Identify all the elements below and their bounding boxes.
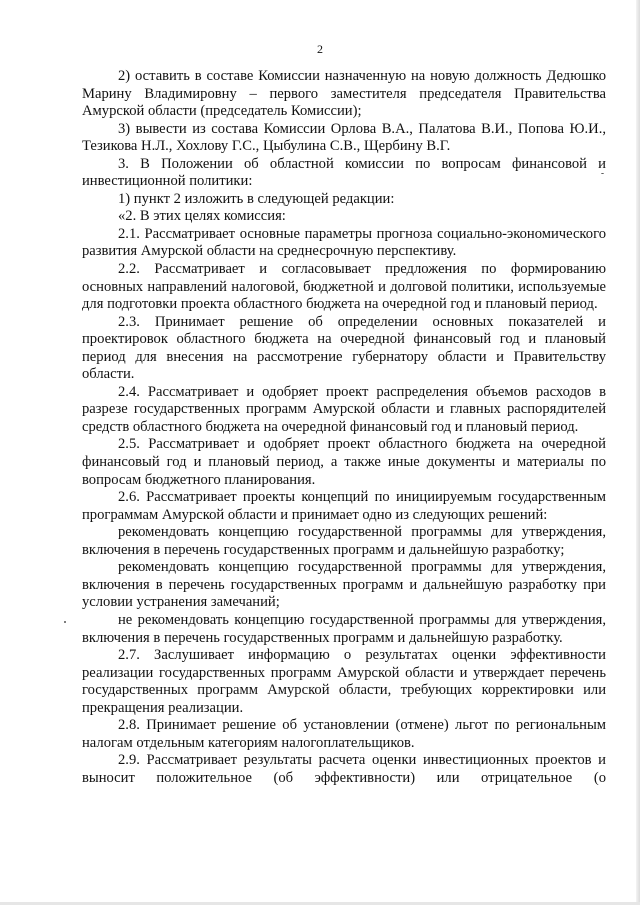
paragraph: 2.4. Рассматривает и одобряет проект распределения объемов расходов в разрезе государственных программ Амурской области и главных распорядителей средств областного бюджета на очередной финансовый год и плановый период. <box>82 383 606 435</box>
page-number: 2 <box>317 42 323 56</box>
paragraph: «2. В этих целях комиссия: <box>118 208 286 225</box>
paragraph: 2.3. Принимает решение об определении основных показателей и проектировок областного бюджета на очередной финансовый год и плановый период для внесения на рассмотрение губернатору области и Правительству области. <box>82 313 606 383</box>
paragraph: 1) пункт 2 изложить в следующей редакции: <box>118 190 395 207</box>
paragraph: 2.2. Рассматривает и согласовывает предложения по формированию основных направлений налоговой, бюджетной и долговой политики, используемые для подготовки проекта областного бюджета на очередной год и плановый период. <box>82 261 606 313</box>
paragraph: 2.7. Заслушивает информацию о результатах оценки эффективности реализации государственных программ Амурской области и утверждает перечень государственных программ Амурской области, требующих корректировки или прекращения реализации. <box>82 647 606 716</box>
scan-speck <box>64 621 66 623</box>
paragraph: 2) оставить в составе Комиссии назначенную на новую должность Дедюшко Марину Владимировну – первого заместителя председателя Правительства Амурской области (председатель Комиссии); <box>82 68 606 120</box>
paragraph: 2.8. Принимает решение об установлении (отмене) льгот по региональным налогам отдельным категориям налогоплательщиков. <box>82 717 606 751</box>
paragraph: не рекомендовать концепцию государственной программы для утверждения, включения в перечень государственных программ и дальнейшую разработку. <box>82 611 606 646</box>
document-body <box>82 68 606 787</box>
paragraph: 2.5. Рассматривает и одобряет проект областного бюджета на очередной финансовый год и плановый период, а также иные документы и материалы по вопросам бюджетного планирования. <box>82 436 606 488</box>
scan-edge <box>636 0 640 905</box>
paragraph: рекомендовать концепцию государственной программы для утверждения, включения в перечень государственных программ и дальнейшую разработку при условии устранения замечаний; <box>82 559 606 611</box>
paragraph: 3) вывести из состава Комиссии Орлова В.А., Палатова В.И., Попова Ю.И., Тезикова Н.Л., Хохлову Г.С., Цыбулина С.В., Щербину В.Г. <box>82 120 606 155</box>
paragraph: 2.9. Рассматривает результаты расчета оценки инвестиционных проектов и выносит положительное (об эффективности) или отрицательное (о <box>82 752 606 786</box>
scan-speck <box>601 173 604 174</box>
paragraph: 2.1. Рассматривает основные параметры прогноза социально-экономического развития Амурской области на среднесрочную перспективу. <box>82 225 606 260</box>
paragraph: рекомендовать концепцию государственной программы для утверждения, включения в перечень государственных программ и дальнейшую разработку; <box>82 524 606 558</box>
paragraph: 2.6. Рассматривает проекты концепций по инициируемым государственным программам Амурской области и принимает одно из следующих решений: <box>82 489 606 523</box>
paragraph: 3. В Положении об областной комиссии по вопросам финансовой и инвестиционной политики: <box>82 155 606 190</box>
